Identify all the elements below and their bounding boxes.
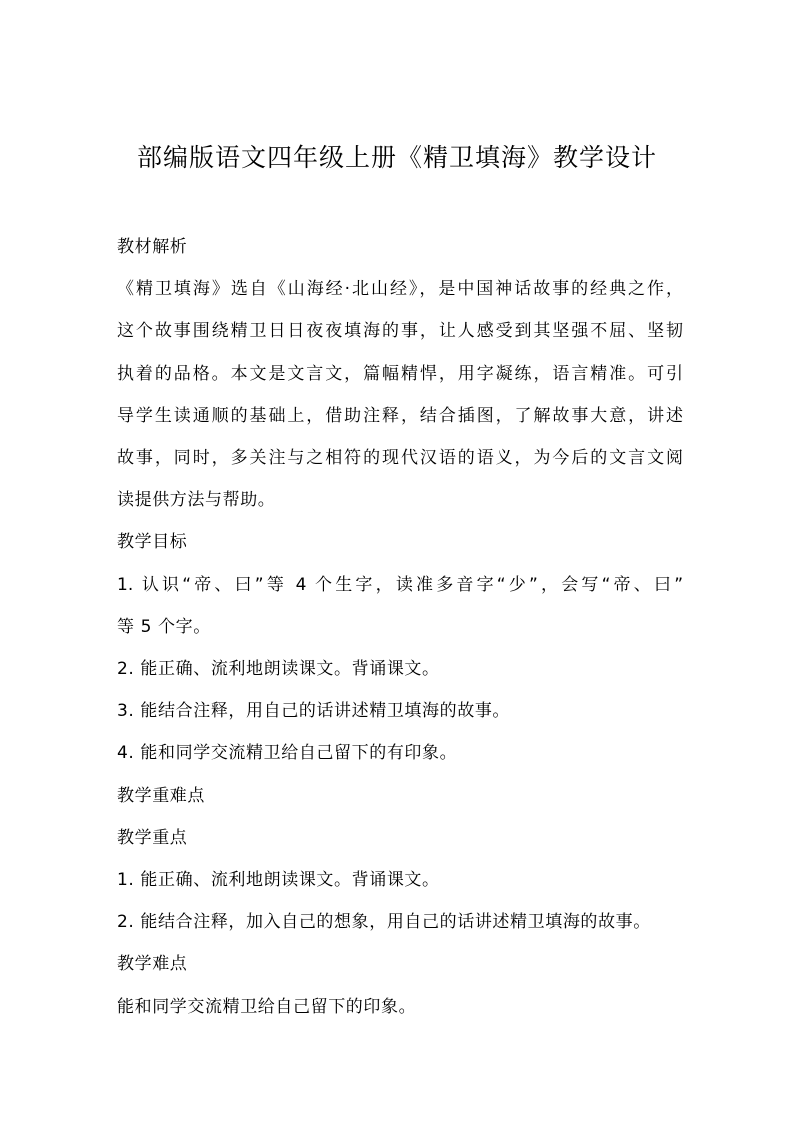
- analysis-paragraph-line: 执着的品格。本文是文言文，篇幅精悍，用字凝练，语言精准。可引: [117, 363, 683, 384]
- objective-item-1: 1. 认识“帝、曰”等 4 个生字，读准多音字“少”，会写“帝、曰”: [117, 574, 683, 595]
- difficult-points-heading: 教学难点: [117, 954, 188, 975]
- document-body: [117, 226, 683, 1028]
- objective-item-1-continued: 等 5 个字。: [117, 616, 211, 637]
- objective-item-3: 3. 能结合注释，用自己的话讲述精卫填海的故事。: [117, 701, 511, 722]
- analysis-heading: 教材解析: [117, 237, 188, 257]
- key-points-heading: 教学重点: [117, 827, 188, 848]
- objective-item-2: 2. 能正确、流利地朗读课文。背诵课文。: [117, 659, 440, 680]
- analysis-paragraph-line: 这个故事围绕精卫日日夜夜填海的事，让人感受到其坚强不屈、坚韧: [117, 321, 683, 342]
- key-point-item-2: 2. 能结合注释，加入自己的想象，用自己的话讲述精卫填海的故事。: [117, 912, 651, 933]
- difficult-point-text: 能和同学交流精卫给自己留下的印象。: [117, 996, 417, 1017]
- key-point-item-1: 1. 能正确、流利地朗读课文。背诵课文。: [117, 870, 440, 891]
- analysis-paragraph-line: 导学生读通顺的基础上，借助注释，结合插图，了解故事大意，讲述: [117, 405, 683, 426]
- document-title: 部编版语文四年级上册《精卫填海》教学设计: [136, 143, 657, 172]
- analysis-paragraph-line: 读提供方法与帮助。: [117, 490, 276, 511]
- analysis-paragraph-line: 故事，同时，多关注与之相符的现代汉语的语义，为今后的文言文阅: [117, 448, 683, 469]
- objectives-heading: 教学目标: [117, 532, 188, 553]
- objective-item-4: 4. 能和同学交流精卫给自己留下的有印象。: [117, 743, 458, 764]
- analysis-paragraph-line: 《精卫填海》选自《山海经·北山经》，是中国神话故事的经典之作，: [117, 279, 683, 300]
- key-difficult-heading: 教学重难点: [117, 785, 205, 806]
